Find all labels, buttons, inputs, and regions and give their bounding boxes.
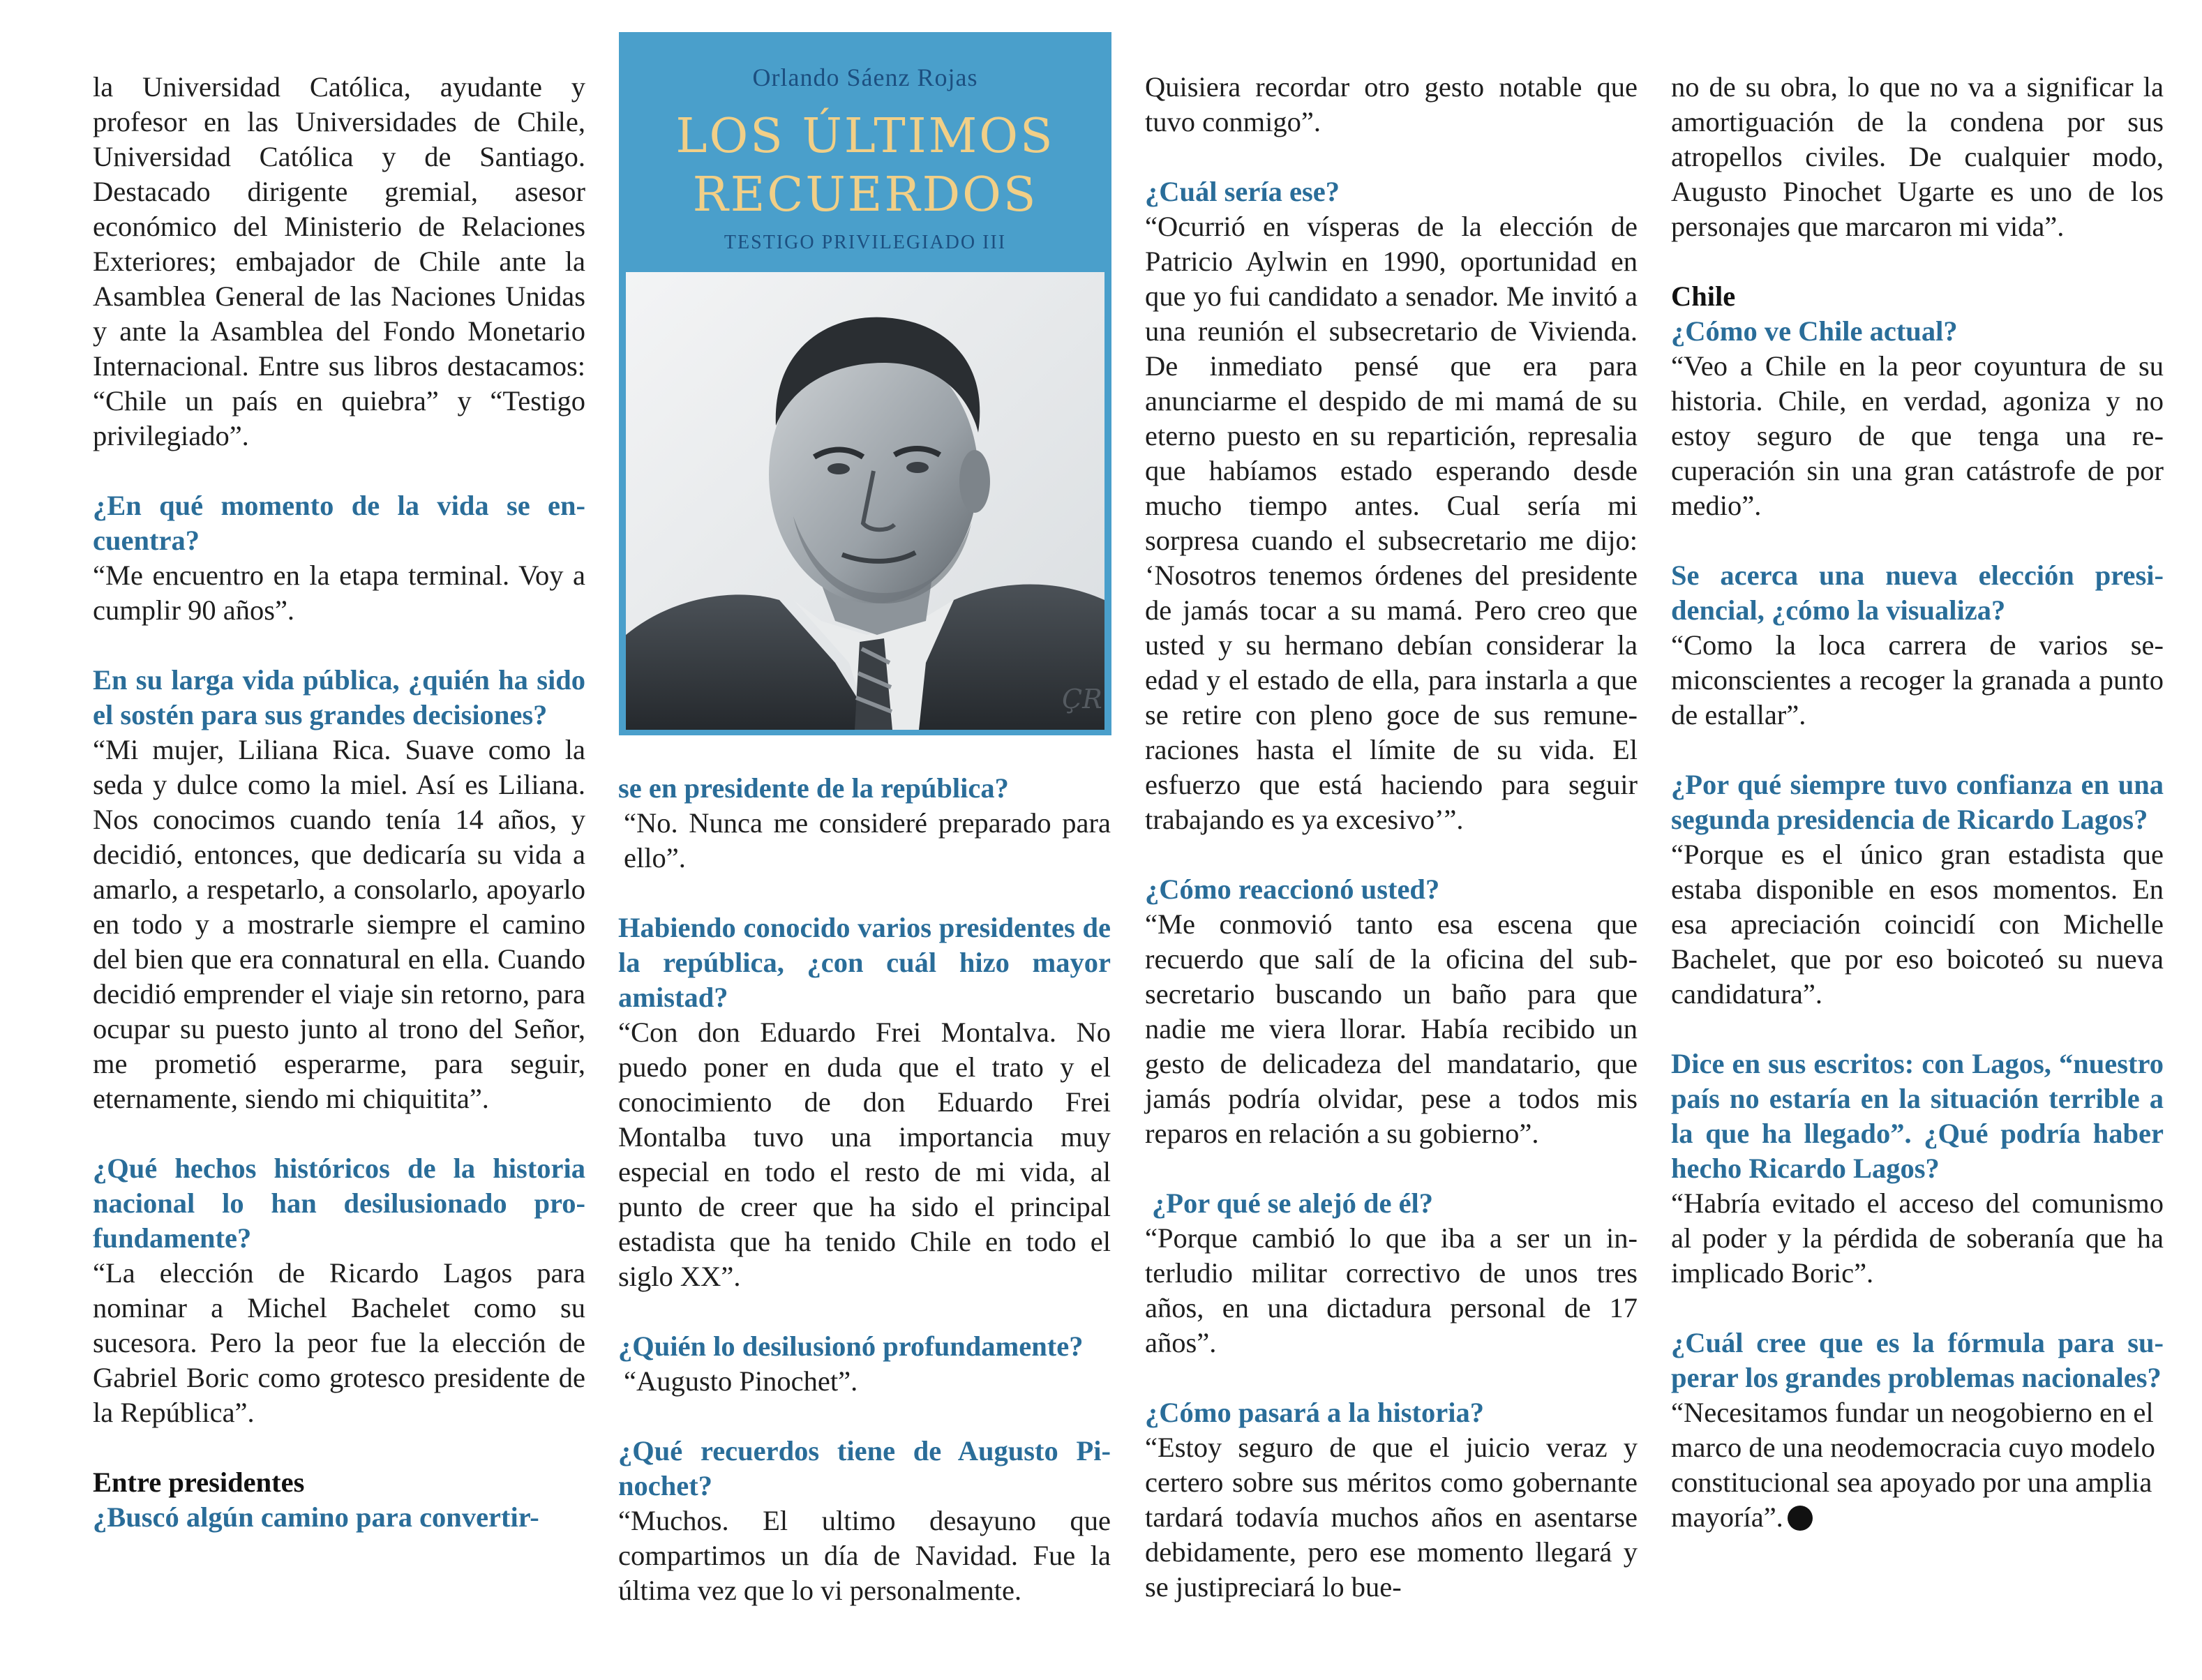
question-camino-presidente-start: ¿Buscó algún camino para convertir-	[93, 1501, 539, 1533]
section-heading-entre-presidentes: Entre presidentes	[93, 1467, 305, 1498]
question-sosten: En su larga vida pública, ¿quién ha sido el sostén para sus grandes decisiones?	[93, 664, 585, 730]
question-mayor-amistad: Habiendo conocido varios presidentes de la república, ¿con cuál hizo mayor amistad?	[618, 912, 1111, 1013]
question-nueva-eleccion: Se acerca una nueva elección presidencial, ¿cómo la visualiza?	[1671, 560, 2164, 626]
publisher-mark: ÇR	[1062, 684, 1102, 714]
question-como-pasara: ¿Cómo pasará a la historia?	[1145, 1397, 1484, 1428]
question-cual-seria: ¿Cuál sería ese?	[1145, 176, 1340, 207]
question-confianza-lagos: ¿Por qué siempre tuvo confianza en una segunda presidencia de Ricardo Lagos?	[1671, 769, 2164, 835]
answer-confianza-lagos: “Porque es el único gran estadista que estaba disponible en esos momentos. En esa apreciación coincidí con Michelle Bachelet, que por eso boicoteó su nueva candidatura”.	[1671, 839, 2164, 1010]
answer-formula	[1671, 1395, 2164, 1535]
column-4	[1671, 70, 2164, 1535]
question-chile-actual: ¿Cómo ve Chile actual?	[1671, 315, 1958, 347]
bio-paragraph: la Universidad Católica, ayudante y profesor en las Universidades de Chile, Universidad Católica y de Santiago. Destacado dirigente gremial, asesor económico del Ministerio de Relaciones Exteriores; embajador de Chile ante la Asamblea General de las Naciones Unidas y ante la Asamblea del Fondo Monetario Internacional. Entre sus libros destacamos: “Chile un país en quiebra” y “Testigo privilegiado”.	[93, 71, 585, 451]
cover-author: Orlando Sáenz Rojas	[752, 63, 978, 91]
question-formula: ¿Cuál cree que es la fórmula para superar los grandes problemas nacionales?	[1671, 1327, 2164, 1393]
question-hechos-historicos: ¿Qué hechos históricos de la historia nacional lo han desilusionado profundamente?	[93, 1153, 585, 1254]
answer-camino-presidente: “No. Nunca me consideré preparado para ello”.	[624, 807, 1111, 873]
answer-escritos-lagos: “Habría evitado el acceso del comunismo al poder y la pérdida de soberanía que ha implicado Boric”.	[1671, 1187, 2164, 1289]
answer-cual-seria: “Ocurrió en vísperas de la elección de Patricio Aylwin en 1990, oportunidad en que yo fui candidato a senador. Me invitó a una reunión el subsecretario de Vivienda. De inmediato pensé que era para anunciarme el despido de mi mamá de su eterno puesto en su repartición, represalia que habíamos estado esperando desde mucho tiempo antes. Cual sería mi sorpresa cuando el subsecretario me dijo: ‘Nosotros tenemos órdenes del presidente de jamás tocar a su mamá. Pero creo que usted y su hermano debían considerar la edad y el estado de ella, para instarla a que se retire con pleno goce de sus remuneraciones hasta el límite de su vida. El esfuerzo que está haciendo para seguir trabajando es ya excesivo’”.	[1145, 211, 1638, 835]
cover-title-line-1: LOS ÚLTIMOS	[675, 109, 1055, 164]
question-desilusiono: ¿Quién lo desilusionó profundamente?	[618, 1330, 1084, 1362]
answer-sosten: “Mi mujer, Liliana Rica. Suave como la seda y dulce como la miel. Así es Liliana. Nos conocimos cuando tenía 14 años, y decidió, entonces, que dedicaría su vida a amarlo, a respetarlo, a consolarlo, apoyarlo en todo y a mostrarle siempre el camino del bien que era connatural en ella. Cuando decidió emprender el viaje sin retorno, para ocupar su puesto junto al trono del Señor, me prometió esperarme, para seguir, eternamente, siendo mi chiquitita”.	[93, 734, 585, 1114]
question-como-reacciono: ¿Cómo reaccionó usted?	[1145, 873, 1440, 905]
answer-recuerdos-pinochet-cont: Quisiera recordar otro gesto notable que tuvo conmigo”.	[1145, 71, 1638, 137]
answer-como-reacciono: “Me conmovió tanto esa escena que recuerdo que salí de la oficina del subsecretario buscando un baño para que nadie me viera llorar. Había recibido un gesto de delicadeza del mandatario, que jamás podría olvidar, pese a todos mis reparos en relación a su gobierno”.	[1145, 908, 1638, 1149]
answer-como-pasara-cont: no de su obra, lo que no va a significar la amortiguación de la condena por sus atropellos civiles. De cualquier modo, Augusto Pinochet Ugarte es uno de los personajes que marcaron mi vida”.	[1671, 71, 2164, 242]
answer-formula-text: “Necesitamos fundar un neogobierno en el marco de una neodemocracia cuyo modelo constitucional sea apoyado por una amplia mayoría”.	[1671, 1397, 2155, 1533]
section-heading-chile: Chile	[1671, 280, 1736, 312]
answer-recuerdos-pinochet: “Muchos. El ultimo desayuno que compartimos un día de Navidad. Fue la última vez que lo vi personalmente.	[618, 1505, 1111, 1606]
question-por-que-alejo: ¿Por qué se alejó de él?	[1152, 1187, 1434, 1219]
answer-por-que-alejo: “Porque cambió lo que iba a ser un interludio militar correctivo de unos tres años, en una dictadura personal de 17 años”.	[1145, 1222, 1638, 1358]
book-cover-image	[619, 32, 1111, 735]
answer-chile-actual: “Veo a Chile en la peor coyuntura de su historia. Chile, en verdad, agoniza y no estoy seguro de que tenga una recuperación sin una gran catástrofe de por medio”.	[1671, 350, 2164, 521]
end-of-article-dot	[1788, 1506, 1813, 1531]
question-camino-presidente-end: se en presidente de la república?	[618, 772, 1009, 804]
answer-mayor-amistad: “Con don Eduardo Frei Montalva. No puedo poner en duda que el trato y el conocimiento de don Eduardo Frei Montalba tuvo una importancia muy especial en todo el resto de mi vida, al punto de creer que ha sido el principal estadista que ha tenido Chile en todo el siglo XX”.	[618, 1017, 1111, 1292]
question-escritos-lagos: Dice en sus escritos: con Lagos, “nuestro país no estaría en la situación terrible a la que ha llegado”. ¿Qué podría haber hecho Ricardo Lagos?	[1671, 1048, 2164, 1184]
cover-title-line-2: RECUERDOS	[692, 167, 1038, 223]
answer-desilusiono: “Augusto Pinochet”.	[624, 1365, 858, 1397]
answer-nueva-eleccion: “Como la loca carrera de varios semiconscientes a recoger la granada a punto de estallar”.	[1671, 629, 2164, 730]
question-recuerdos-pinochet: ¿Qué recuerdos tiene de Augusto Pinochet?	[618, 1435, 1111, 1501]
question-momento-vida: ¿En qué momento de la vida se encuentra?	[93, 490, 585, 556]
column-3	[1145, 70, 1638, 1605]
column-1	[93, 70, 585, 1535]
portrait-illustration	[626, 272, 1104, 730]
answer-momento-vida: “Me encuentro en la etapa terminal. Voy a cumplir 90 años”.	[93, 560, 585, 626]
column-2	[618, 771, 1111, 1608]
portrait-drawing	[626, 272, 1104, 730]
cover-subtitle: TESTIGO PRIVILEGIADO III	[724, 232, 1007, 253]
answer-hechos-historicos: “La elección de Ricardo Lagos para nominar a Michel Bachelet como su sucesora. Pero la peor fue la elección de Gabriel Boric como grotesco presidente de la República”.	[93, 1257, 585, 1428]
answer-como-pasara: “Estoy seguro de que el juicio veraz y certero sobre sus méritos como gobernante tardará todavía muchos años en asentarse debidamente, pero ese momento llegará y se justipreciará lo bue-	[1145, 1432, 1638, 1603]
